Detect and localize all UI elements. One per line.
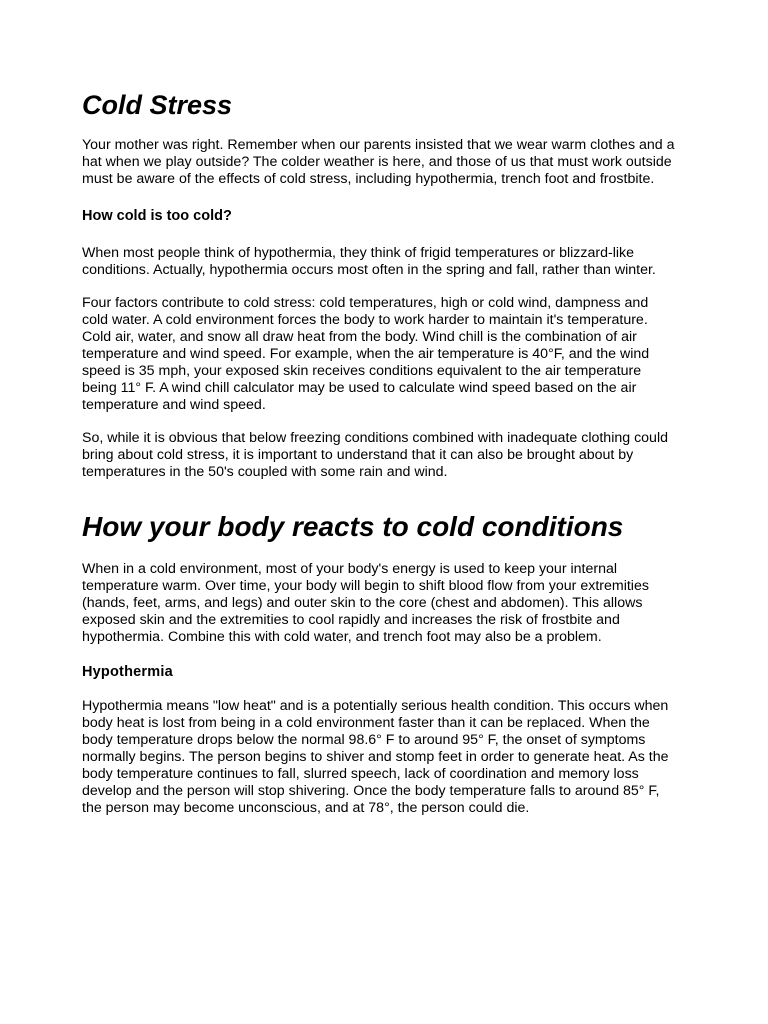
section3-paragraph: Hypothermia means "low heat" and is a potentially serious health condition. This occurs when body heat is lost from being in a cold environment faster than it can be replaced. When the body temperature drops below the normal 98.6° F to around 95° F, the onset of symptoms normally begins. The person begins to shiver and stomp feet in order to generate heat. As the body temperature continues to fall, slurred speech, lack of coordination and memory loss develop and the person will stop shivering. Once the body temperature falls to around 85° F, the person may become unconscious, and at 78°, the person could die.	[82, 698, 669, 816]
page-title: Cold Stress	[82, 90, 233, 120]
document-page	[82, 88, 678, 817]
section1-paragraph-3: So, while it is obvious that below freezing conditions combined with inadequate clothing could bring about cold stress, it is important to understand that it can also be brought about by temperatures in the 50's coupled with some rain and wind.	[82, 430, 668, 480]
intro-paragraph: Your mother was right. Remember when our parents insisted that we wear warm clothes and a hat when we play outside? The colder weather is here, and those of us that must work outside must be aware of the effects of cold stress, including hypothermia, trench foot and frostbite.	[82, 137, 675, 187]
section-heading-how-cold: How cold is too cold?	[82, 208, 232, 224]
section1-paragraph-1: When most people think of hypothermia, they think of frigid temperatures or blizzard-like conditions. Actually, hypothermia occurs most often in the spring and fall, rather than winter.	[82, 245, 656, 278]
section1-paragraph-2: Four factors contribute to cold stress: cold temperatures, high or cold wind, dampness and cold water. A cold environment forces the body to work harder to maintain it's temperature. Cold air, water, and snow all draw heat from the body. Wind chill is the combination of air temperature and wind speed. For example, when the air temperature is 40°F, and the wind speed is 35 mph, your exposed skin receives conditions equivalent to the air temperature being 11° F. A wind chill calculator may be used to calculate wind speed based on the air temperature and wind speed.	[82, 295, 650, 413]
section-heading-body-reacts: How your body reacts to cold conditions	[82, 511, 624, 542]
section2-paragraph: When in a cold environment, most of your body's energy is used to keep your internal temperature warm. Over time, your body will begin to shift blood flow from your extremities (hands, feet, arms, and legs) and outer skin to the core (chest and abdomen). This allows exposed skin and the extremities to cool rapidly and increases the risk of frostbite and hypothermia. Combine this with cold water, and trench foot may also be a problem.	[82, 561, 649, 645]
section-heading-hypothermia: Hypothermia	[82, 664, 173, 680]
